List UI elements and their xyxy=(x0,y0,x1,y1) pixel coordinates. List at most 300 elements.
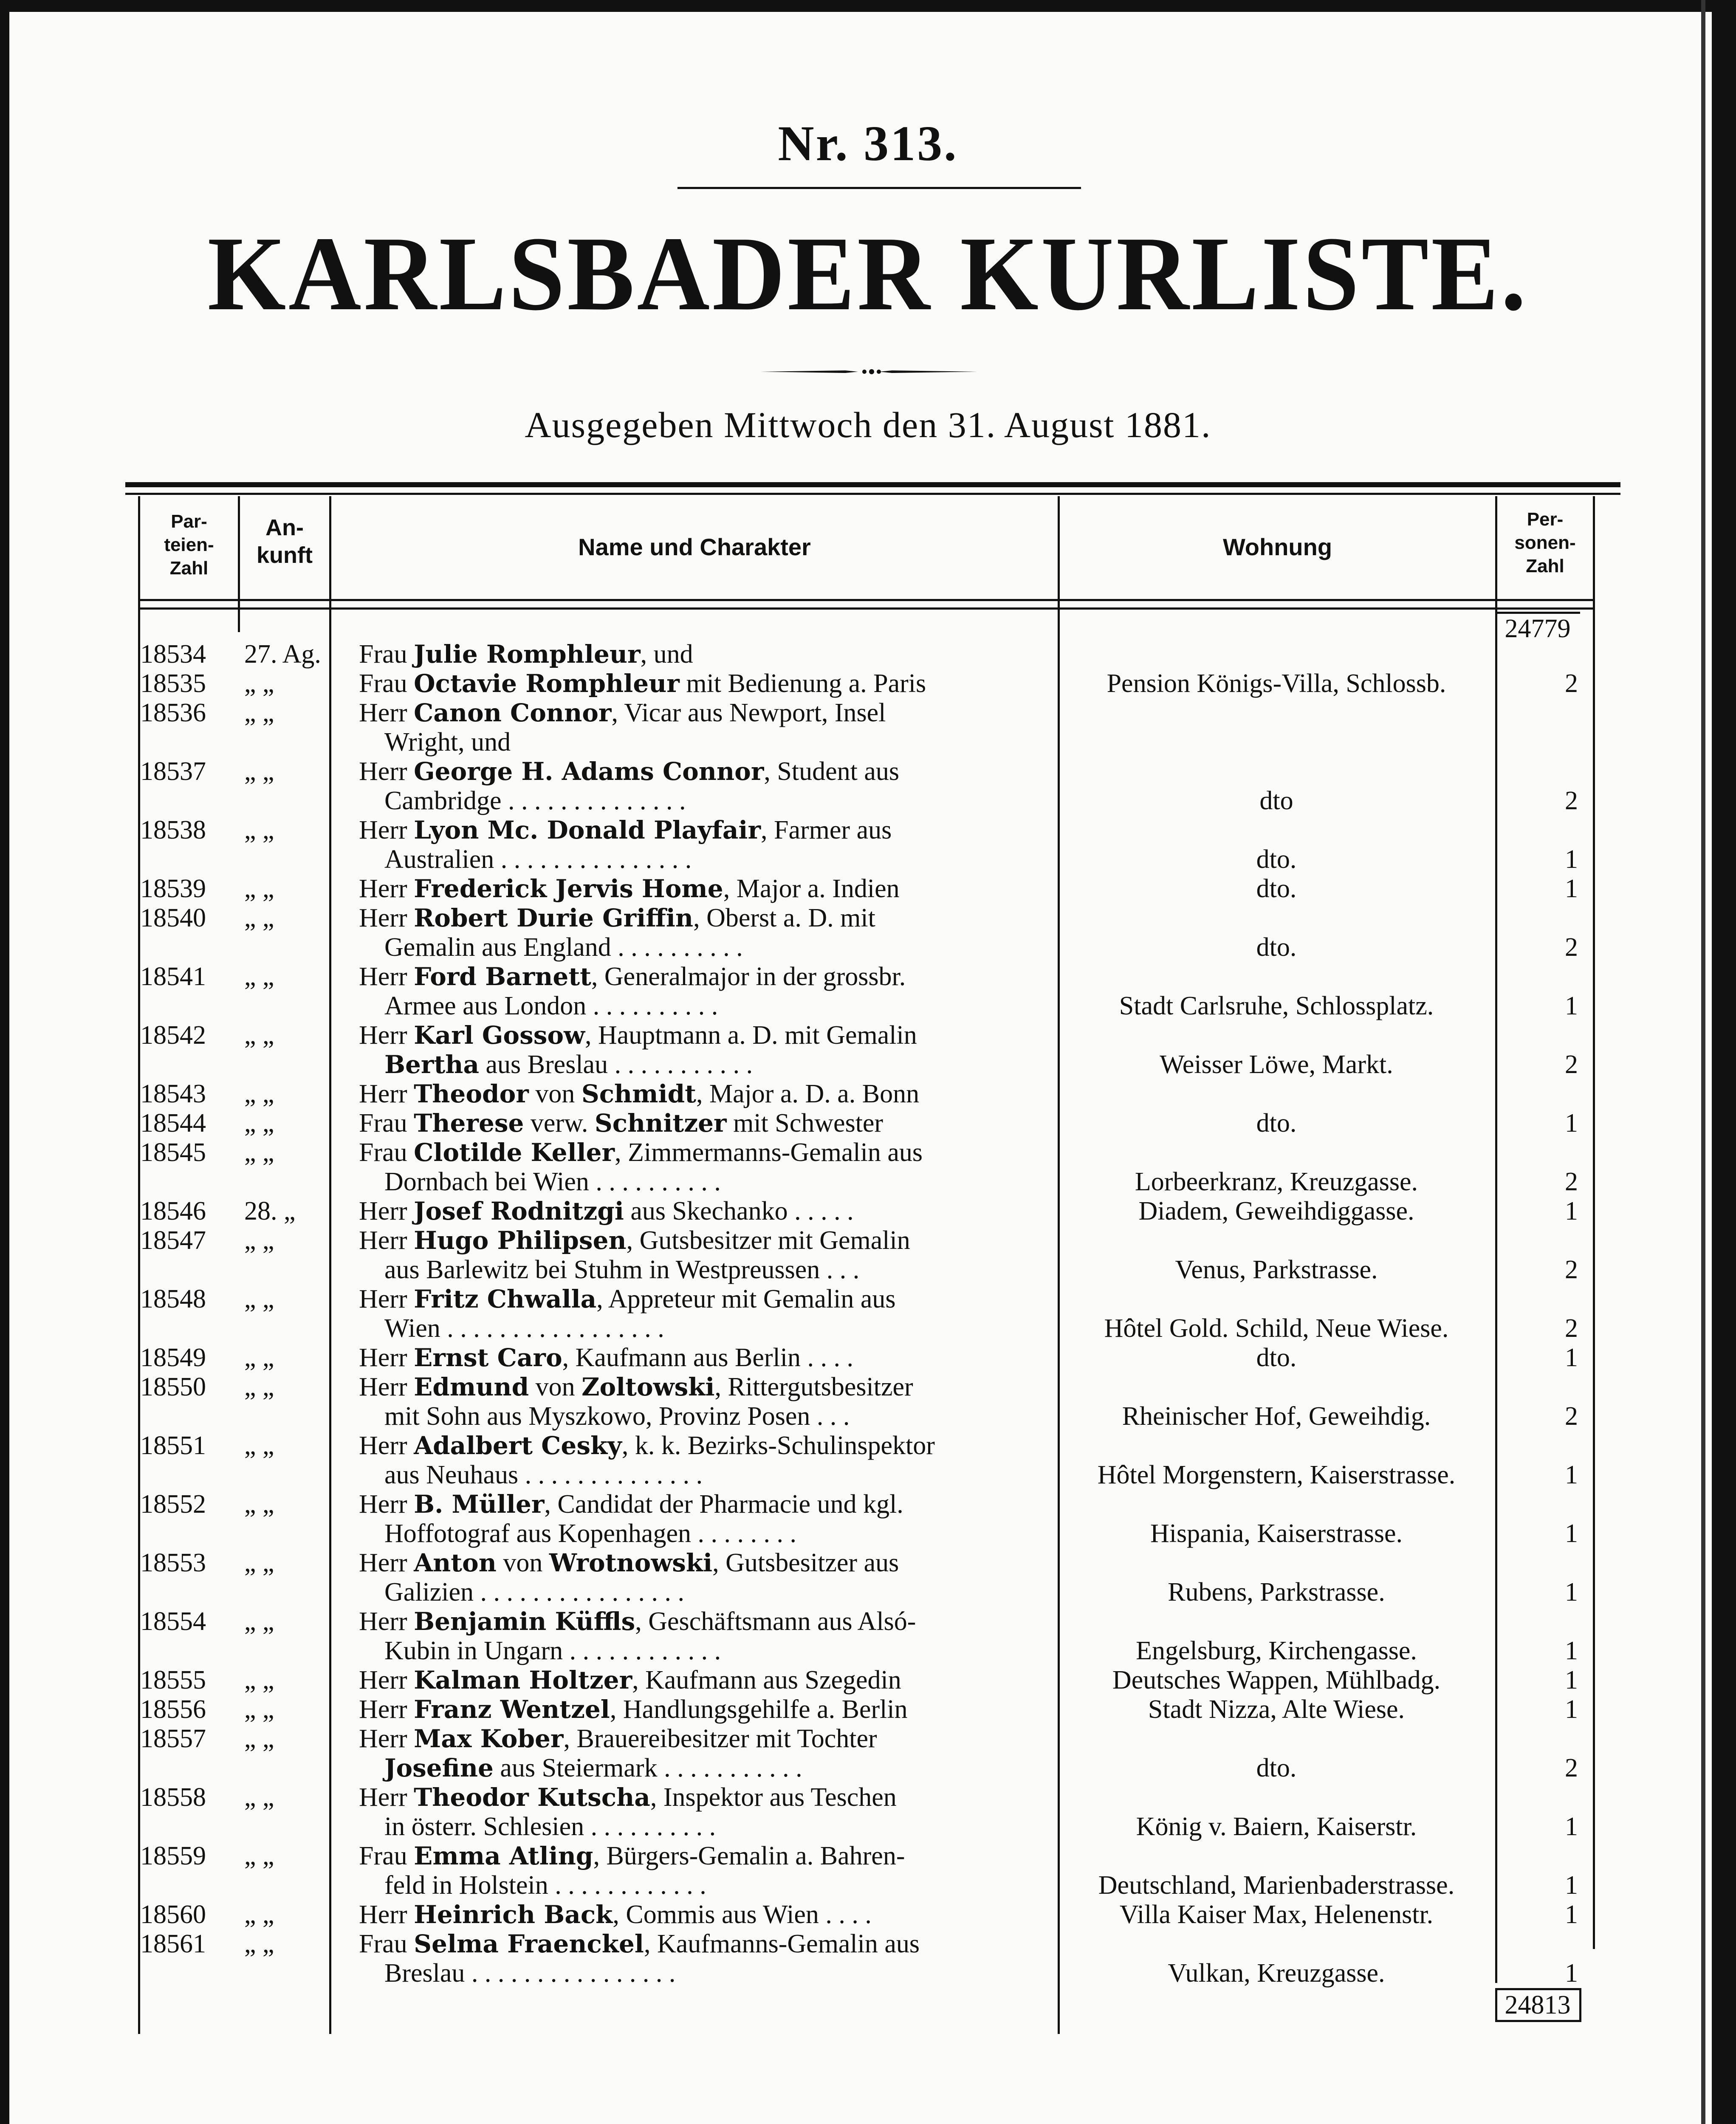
parteien-number: 18547 xyxy=(140,1226,206,1255)
arrival-date: „ „ xyxy=(244,1695,274,1724)
name-text: , Kaufmann aus Berlin . . . . xyxy=(562,1343,853,1372)
name-text: Herr xyxy=(359,1783,414,1812)
name-line xyxy=(359,1138,923,1167)
header-personen-line: sonen- xyxy=(1514,532,1576,553)
guest-name: Fritz Chwalla xyxy=(414,1285,597,1313)
table-row xyxy=(0,639,1736,669)
guest-name: Ford Barnett xyxy=(414,962,591,991)
name-line xyxy=(384,932,743,962)
personen-count: 1 xyxy=(1565,1812,1578,1841)
name-text: Herr xyxy=(359,1666,414,1695)
name-text: , Brauereibesitzer mit Tochter xyxy=(563,1724,877,1753)
parteien-number: 18541 xyxy=(140,962,206,991)
wohnung-address: Villa Kaiser Max, Helenenstr. xyxy=(1119,1900,1434,1929)
name-text: Dornbach bei Wien . . . . . . . . . . xyxy=(384,1167,721,1196)
name-text: Galizien . . . . . . . . . . . . . . . . xyxy=(384,1578,685,1607)
name-text: Herr xyxy=(359,1373,414,1401)
personen-count: 2 xyxy=(1565,1402,1578,1431)
name-text: verw. xyxy=(524,1109,595,1138)
arrival-date: „ „ xyxy=(244,1842,274,1870)
arrival-date: „ „ xyxy=(244,1373,274,1401)
scan-edge-left xyxy=(0,0,9,2124)
guest-name: Anton xyxy=(414,1548,497,1577)
wohnung-address: Diadem, Geweihdiggasse. xyxy=(1138,1197,1414,1226)
name-text: in österr. Schlesien . . . . . . . . . . xyxy=(384,1812,716,1841)
guest-name: Heinrich Back xyxy=(414,1900,613,1929)
guest-name: Franz Wentzel xyxy=(414,1695,610,1724)
arrival-date: „ „ xyxy=(244,1666,274,1695)
name-text: , Gutsbesitzer aus xyxy=(712,1548,899,1577)
parteien-number: 18551 xyxy=(140,1431,206,1460)
guest-name: Clotilde Keller xyxy=(414,1138,615,1167)
name-text: Hoffotograf aus Kopenhagen . . . . . . . . xyxy=(384,1519,796,1548)
arrival-date: „ „ xyxy=(244,698,274,727)
arrival-date: „ „ xyxy=(244,1109,274,1138)
final-total: 24813 xyxy=(1495,1988,1580,2022)
name-text: Cambridge . . . . . . . . . . . . . . xyxy=(384,786,686,815)
guest-name: Theodor Kutscha xyxy=(414,1783,650,1812)
arrival-date: „ „ xyxy=(244,1929,274,1958)
name-text: Frau xyxy=(359,1842,414,1870)
guest-surname: Wrotnowski xyxy=(549,1548,713,1577)
name-text: , Zimmermanns-Gemalin aus xyxy=(615,1138,923,1167)
personen-count: 2 xyxy=(1565,786,1578,815)
name-text: , und xyxy=(640,640,693,669)
name-text: , Vicar aus Newport, Insel xyxy=(611,698,886,727)
issued-date-line: Ausgegeben Mittwoch den 31. August 1881. xyxy=(525,404,1211,445)
name-line xyxy=(384,1519,796,1548)
parteien-number: 18539 xyxy=(140,874,206,903)
wohnung-address: Stadt Carlsruhe, Schlossplatz. xyxy=(1119,991,1434,1020)
wohnung-address: Vulkan, Kreuzgasse. xyxy=(1168,1959,1385,1988)
personen-count: 1 xyxy=(1565,1871,1578,1900)
parteien-number: 18553 xyxy=(140,1548,206,1577)
parteien-number: 18555 xyxy=(140,1666,206,1695)
parteien-number: 18552 xyxy=(140,1490,206,1519)
guest-name: Kalman Holtzer xyxy=(414,1666,632,1695)
name-text: , Kaufmanns-Gemalin aus xyxy=(644,1929,920,1958)
guest-name: Selma Fraenckel xyxy=(414,1929,644,1958)
header-name-und-charakter: Name und Charakter xyxy=(578,534,811,560)
name-text: aus Breslau . . . . . . . . . . . xyxy=(479,1050,753,1079)
personen-count: 1 xyxy=(1565,1519,1578,1548)
name-line xyxy=(359,1108,883,1138)
final-total-right-rule xyxy=(1579,1988,1581,2022)
name-text: , Appreteur mit Gemalin aus xyxy=(596,1285,896,1313)
header-ankunft xyxy=(240,514,329,569)
table-row xyxy=(0,1020,1736,1079)
name-text: , Oberst a. D. mit xyxy=(693,904,875,932)
arrival-date: „ „ xyxy=(244,904,274,932)
personen-count: 2 xyxy=(1565,1050,1578,1079)
name-text: Herr xyxy=(359,1226,414,1255)
parteien-number: 18537 xyxy=(140,757,206,786)
name-line xyxy=(384,845,692,874)
wohnung-address: dto. xyxy=(1256,933,1297,962)
guest-name: Adalbert Cesky xyxy=(414,1431,622,1460)
header-parteien-zahl xyxy=(140,510,238,580)
parteien-number: 18543 xyxy=(140,1079,206,1108)
wohnung-address: dto. xyxy=(1256,1754,1297,1782)
personen-count: 1 xyxy=(1565,1460,1578,1489)
name-line xyxy=(384,1577,684,1607)
name-line xyxy=(359,1079,919,1109)
header-personen-line: Per- xyxy=(1527,509,1564,530)
header-personen-line: Zahl xyxy=(1526,556,1564,576)
parteien-number: 18534 xyxy=(140,640,206,669)
guest-name: Emma Atling xyxy=(414,1842,593,1870)
table-row xyxy=(0,1782,1736,1841)
guest-name: Hugo Philipsen xyxy=(414,1226,627,1255)
header-rule-top-thin xyxy=(125,493,1620,495)
name-text: Frau xyxy=(359,1109,414,1138)
name-text: Frau xyxy=(359,640,414,669)
name-text: , Geschäftsmann aus Alsó- xyxy=(635,1607,916,1636)
parteien-number: 18548 xyxy=(140,1285,206,1313)
name-text: Frau xyxy=(359,669,414,698)
parteien-number: 18540 xyxy=(140,904,206,932)
parteien-number: 18535 xyxy=(140,669,206,698)
carry-over-total: 24779 xyxy=(1495,612,1580,644)
name-line xyxy=(359,815,892,845)
name-text: Wien . . . . . . . . . . . . . . . . . xyxy=(384,1314,664,1343)
name-text: Herr xyxy=(359,1079,414,1108)
arrival-date: „ „ xyxy=(244,1138,274,1167)
name-text: aus Steiermark . . . . . . . . . . . xyxy=(493,1754,802,1782)
name-text: Gemalin aus England . . . . . . . . . . xyxy=(384,933,743,962)
header-parteien-line: Zahl xyxy=(169,558,209,579)
name-line xyxy=(384,1255,859,1285)
table-row xyxy=(0,1284,1736,1343)
personen-count: 2 xyxy=(1565,1255,1578,1284)
wohnung-address: Rubens, Parkstrasse. xyxy=(1168,1578,1385,1607)
personen-count: 1 xyxy=(1565,1959,1578,1988)
scan-edge-right-shadow xyxy=(1701,0,1705,2124)
name-text: Breslau . . . . . . . . . . . . . . . . xyxy=(384,1959,676,1988)
name-text: , Bürgers-Gemalin a. Bahren- xyxy=(593,1842,905,1870)
guest-name: Canon Connor xyxy=(414,698,612,727)
name-text: , Student aus xyxy=(764,757,899,786)
name-text: Armee aus London . . . . . . . . . . xyxy=(384,991,718,1020)
wohnung-address: Stadt Nizza, Alte Wiese. xyxy=(1148,1695,1405,1724)
parteien-number: 18549 xyxy=(140,1343,206,1372)
name-line xyxy=(384,1812,716,1842)
parteien-number: 18542 xyxy=(140,1021,206,1050)
arrival-date: „ „ xyxy=(244,1226,274,1255)
guest-name: Robert Durie Griffin xyxy=(414,904,694,932)
name-line xyxy=(359,1343,853,1373)
name-text: Herr xyxy=(359,1900,414,1929)
table-row xyxy=(0,1841,1736,1900)
name-text: von xyxy=(496,1548,549,1577)
parteien-number: 18554 xyxy=(140,1607,206,1636)
name-line xyxy=(359,1372,913,1402)
name-text: , Candidat der Pharmacie und kgl. xyxy=(544,1490,903,1519)
header-wohnung: Wohnung xyxy=(1222,534,1332,560)
name-line xyxy=(359,1431,935,1460)
wohnung-address: Weisser Löwe, Markt. xyxy=(1160,1050,1393,1079)
name-text: , Handlungsgehilfe a. Berlin xyxy=(610,1695,908,1724)
wohnung-address: dto. xyxy=(1256,1343,1297,1372)
name-line xyxy=(359,874,900,904)
name-text: aus Neuhaus . . . . . . . . . . . . . . xyxy=(384,1460,703,1489)
guest-surname: Schmidt xyxy=(581,1079,696,1108)
name-line xyxy=(359,1020,917,1050)
parteien-number: 18560 xyxy=(140,1900,206,1929)
arrival-date: „ „ xyxy=(244,1021,274,1050)
name-text: von xyxy=(529,1373,582,1401)
personen-count: 1 xyxy=(1565,1578,1578,1607)
name-text: Kubin in Ungarn . . . . . . . . . . . . xyxy=(384,1636,721,1665)
name-text: , Farmer aus xyxy=(761,816,892,845)
personen-count: 1 xyxy=(1565,1695,1578,1724)
personen-count: 1 xyxy=(1565,874,1578,903)
guest-name: Karl Gossow xyxy=(414,1021,585,1050)
name-line xyxy=(359,1695,908,1724)
personen-count: 1 xyxy=(1565,1343,1578,1372)
arrival-date: „ „ xyxy=(244,816,274,845)
column-divider-ankunft xyxy=(329,496,331,2034)
name-text: Herr xyxy=(359,1343,414,1372)
name-text: von xyxy=(528,1079,581,1108)
name-text: , k. k. Bezirks-Schulinspektor xyxy=(621,1431,935,1460)
name-line xyxy=(359,962,906,991)
parteien-number: 18546 xyxy=(140,1197,206,1226)
wohnung-address: Hôtel Morgenstern, Kaiserstrasse. xyxy=(1097,1460,1456,1489)
name-text: Australien . . . . . . . . . . . . . . . xyxy=(384,845,692,874)
name-line xyxy=(384,786,686,816)
name-text: Herr xyxy=(359,757,414,786)
parteien-number: 18536 xyxy=(140,698,206,727)
table-row xyxy=(0,1196,1736,1226)
name-text: Herr xyxy=(359,1695,414,1724)
guest-name: Josef Rodnitzgi xyxy=(414,1197,624,1226)
name-line xyxy=(384,1313,664,1343)
issue-number-rule xyxy=(677,187,1081,189)
personen-count: 2 xyxy=(1565,1754,1578,1782)
personen-count: 1 xyxy=(1565,1109,1578,1138)
name-line xyxy=(384,1167,721,1197)
column-divider-personen xyxy=(1593,496,1595,1949)
name-line xyxy=(359,757,899,786)
name-text: , Gutsbesitzer mit Gemalin xyxy=(626,1226,910,1255)
personen-count: 1 xyxy=(1565,845,1578,874)
wohnung-address: Engelsburg, Kirchengasse. xyxy=(1136,1636,1417,1665)
arrival-date: 28. „ xyxy=(244,1197,296,1226)
wohnung-address: Hispania, Kaiserstrasse. xyxy=(1150,1519,1403,1548)
name-text: Herr xyxy=(359,1021,414,1050)
guest-name: George H. Adams Connor xyxy=(414,757,764,786)
wohnung-address: Deutsches Wappen, Mühlbadg. xyxy=(1112,1666,1441,1695)
guest-name: Theodor xyxy=(414,1079,529,1108)
name-text: , Kaufmann aus Szegedin xyxy=(632,1666,901,1695)
header-personen-zahl xyxy=(1497,508,1593,578)
name-line xyxy=(384,1050,753,1079)
personen-count: 1 xyxy=(1565,1197,1578,1226)
name-line xyxy=(359,1665,901,1695)
arrival-date: „ „ xyxy=(244,1900,274,1929)
header-ankunft-line: An- xyxy=(265,515,304,540)
name-text: Herr xyxy=(359,1548,414,1577)
arrival-date: „ „ xyxy=(244,1343,274,1372)
name-line xyxy=(359,903,875,933)
name-text: , Major a. D. a. Bonn xyxy=(696,1079,920,1108)
arrival-date: „ „ xyxy=(244,757,274,786)
guest-name: Julie Romphleur xyxy=(414,640,641,669)
parteien-number: 18538 xyxy=(140,816,206,845)
name-line xyxy=(359,1284,896,1314)
arrival-date: „ „ xyxy=(244,1607,274,1636)
name-line xyxy=(359,1929,920,1959)
name-line xyxy=(359,698,886,728)
arrival-date: „ „ xyxy=(244,1285,274,1313)
arrival-date: „ „ xyxy=(244,1431,274,1460)
header-rule-bottom-2 xyxy=(140,607,1593,610)
arrival-date: „ „ xyxy=(244,1724,274,1753)
guest-name: Ernst Caro xyxy=(414,1343,562,1372)
name-line xyxy=(384,1958,675,1988)
name-line xyxy=(384,1753,802,1783)
name-line xyxy=(384,1870,706,1900)
name-text: mit Schwester xyxy=(726,1109,884,1138)
name-text: feld in Holstein . . . . . . . . . . . . xyxy=(384,1871,706,1900)
guest-name: Lyon Mc. Donald Playfair xyxy=(414,816,761,845)
name-text: Frau xyxy=(359,1929,414,1958)
name-line xyxy=(359,669,926,698)
name-text: , Generalmajor in der grossbr. xyxy=(591,962,906,991)
parteien-number: 18558 xyxy=(140,1783,206,1812)
table-row xyxy=(0,903,1736,962)
wohnung-address: dto. xyxy=(1256,1109,1297,1138)
wohnung-address: König v. Baiern, Kaiserstr. xyxy=(1136,1812,1417,1841)
wohnung-address: Rheinischer Hof, Geweihdig. xyxy=(1122,1402,1431,1431)
issue-number: Nr. 313. xyxy=(778,116,958,171)
name-text: aus Skechanko . . . . . xyxy=(624,1197,854,1226)
name-line xyxy=(384,1401,850,1431)
name-text: , Commis aus Wien . . . . xyxy=(613,1900,872,1929)
scan-edge-top xyxy=(0,0,1736,12)
wohnung-address: Lorbeerkranz, Kreuzgasse. xyxy=(1135,1167,1418,1196)
header-parteien-line: teien- xyxy=(164,534,214,555)
wohnung-address: Venus, Parkstrasse. xyxy=(1175,1255,1378,1284)
column-divider-name xyxy=(1058,496,1060,2034)
name-text: Herr xyxy=(359,904,414,932)
name-line xyxy=(359,1841,905,1871)
name-line xyxy=(384,727,511,757)
name-text: Wright, und xyxy=(384,728,511,757)
name-text: mit Sohn aus Myszkowo, Provinz Posen . . . xyxy=(384,1402,850,1431)
name-text: Herr xyxy=(359,698,414,727)
personen-count: 2 xyxy=(1565,1314,1578,1343)
guest-name: Edmund xyxy=(414,1373,529,1401)
arrival-date: „ „ xyxy=(244,1079,274,1108)
wohnung-address: Pension Königs-Villa, Schlossb. xyxy=(1107,669,1446,698)
personen-count: 1 xyxy=(1565,1666,1578,1695)
name-text: Herr xyxy=(359,1607,414,1636)
personen-count: 1 xyxy=(1565,1636,1578,1665)
name-line xyxy=(384,1636,721,1666)
arrival-date: „ „ xyxy=(244,874,274,903)
name-text: , Inspektor aus Teschen xyxy=(650,1783,897,1812)
table-row xyxy=(0,815,1736,874)
guest-name: Bertha xyxy=(384,1050,480,1079)
guest-name: Josefine xyxy=(384,1754,494,1782)
name-line xyxy=(359,1548,899,1578)
name-line xyxy=(384,991,718,1021)
guest-surname: Schnitzer xyxy=(594,1109,727,1138)
parteien-number: 18559 xyxy=(140,1842,206,1870)
personen-count: 2 xyxy=(1565,669,1578,698)
header-parteien-line: Par- xyxy=(171,511,207,532)
name-text: Herr xyxy=(359,1285,414,1313)
arrival-date: 27. Ag. xyxy=(244,640,321,669)
name-text: mit Bedienung a. Paris xyxy=(679,669,926,698)
name-text: aus Barlewitz bei Stuhm in Westpreussen . . . xyxy=(384,1255,860,1284)
parteien-number: 18556 xyxy=(140,1695,206,1724)
guest-name: Octavie Romphleur xyxy=(414,669,680,698)
name-text: Herr xyxy=(359,816,414,845)
name-text: Herr xyxy=(359,1197,414,1226)
scan-edge-right xyxy=(1712,0,1736,2124)
name-text: Frau xyxy=(359,1138,414,1167)
arrival-date: „ „ xyxy=(244,1548,274,1577)
name-text: , Major a. Indien xyxy=(723,874,900,903)
guest-name: Therese xyxy=(414,1109,524,1138)
parteien-number: 18550 xyxy=(140,1373,206,1401)
title-ornament xyxy=(760,365,977,378)
header-rule-top xyxy=(125,482,1620,487)
name-text: Herr xyxy=(359,962,414,991)
arrival-date: „ „ xyxy=(244,1490,274,1519)
arrival-date: „ „ xyxy=(244,962,274,991)
wohnung-address: Hôtel Gold. Schild, Neue Wiese. xyxy=(1104,1314,1449,1343)
table-row xyxy=(0,1665,1736,1695)
guest-surname: Zoltowski xyxy=(581,1373,715,1401)
name-line xyxy=(359,1489,903,1519)
name-text: Herr xyxy=(359,1724,414,1753)
name-line xyxy=(359,1226,910,1255)
name-line xyxy=(384,1460,703,1490)
name-text: Herr xyxy=(359,1490,414,1519)
name-text: Herr xyxy=(359,874,414,903)
page-title: KARLSBADER KURLISTE. xyxy=(207,215,1529,333)
name-line xyxy=(359,1196,854,1226)
name-line xyxy=(359,1782,897,1812)
parteien-number: 18561 xyxy=(140,1929,206,1958)
parteien-number: 18545 xyxy=(140,1138,206,1167)
wohnung-address: dto xyxy=(1259,786,1293,815)
name-line xyxy=(359,1724,877,1754)
personen-count: 2 xyxy=(1565,1167,1578,1196)
parteien-number: 18544 xyxy=(140,1109,206,1138)
name-text: Herr xyxy=(359,1431,414,1460)
header-ankunft-line: kunft xyxy=(257,542,313,568)
guest-name: Benjamin Küffls xyxy=(414,1607,635,1636)
table-row xyxy=(0,1372,1736,1431)
personen-count: 2 xyxy=(1565,933,1578,962)
name-line xyxy=(359,639,693,669)
name-text: , Hauptmann a. D. mit Gemalin xyxy=(585,1021,917,1050)
arrival-date: „ „ xyxy=(244,1783,274,1812)
guest-name: Frederick Jervis Home xyxy=(414,874,723,903)
name-text: , Rittergutsbesitzer xyxy=(714,1373,913,1401)
final-total-left-rule xyxy=(1495,1988,1497,2022)
personen-count: 1 xyxy=(1565,991,1578,1020)
wohnung-address: dto. xyxy=(1256,874,1297,903)
name-line xyxy=(359,1900,872,1929)
name-line xyxy=(359,1607,916,1636)
guest-name: B. Müller xyxy=(414,1490,545,1519)
